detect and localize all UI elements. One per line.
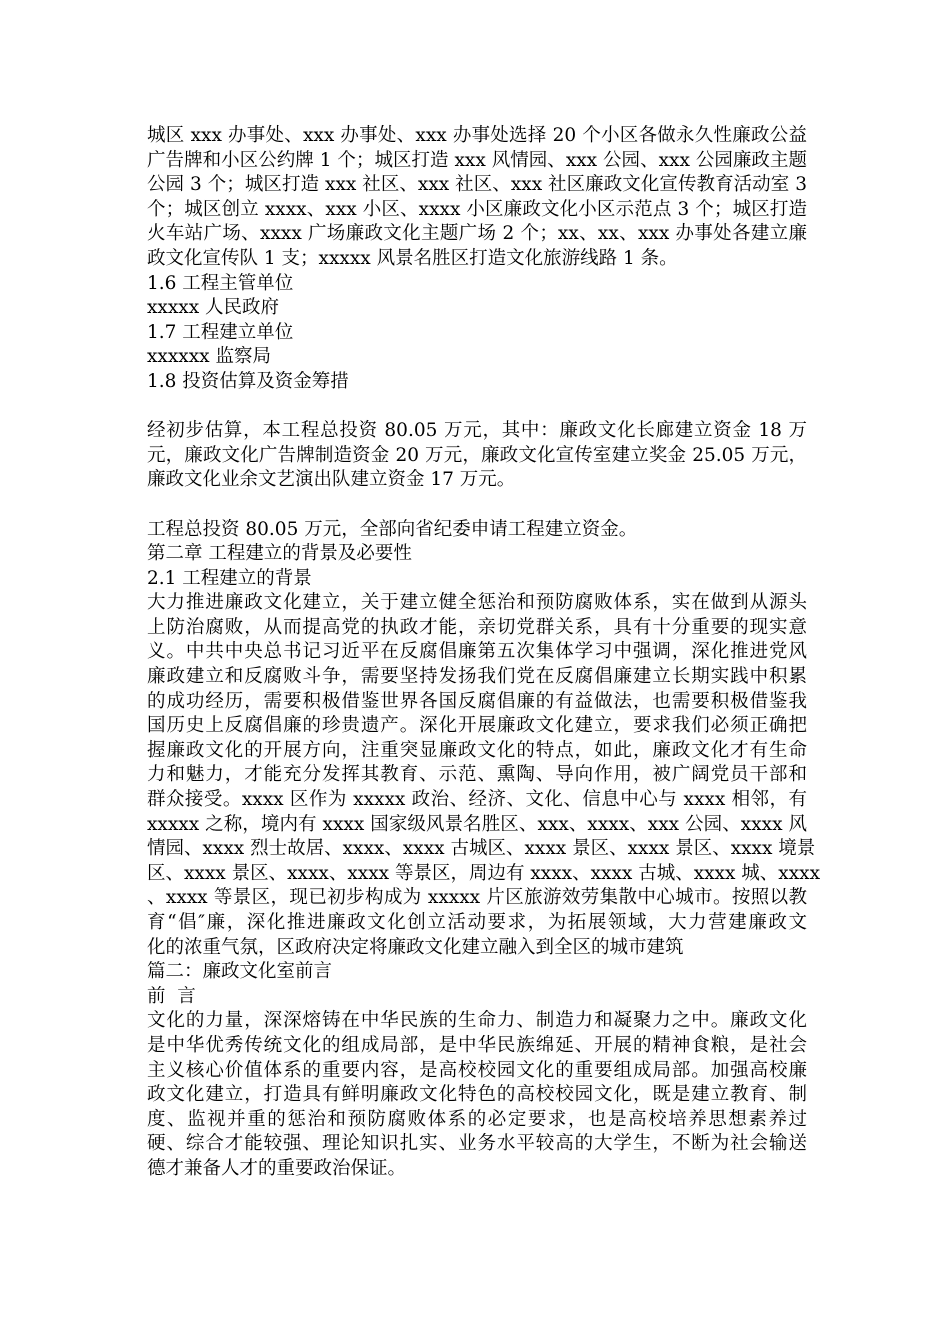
text-line: 上防治腐败，从而提高党的执政才能，亲切党群关系，具有十分重要的现实意: [147, 616, 807, 638]
text-line: 廉政建立和反腐败斗争，需要坚持发扬我们党在反腐倡廉建立长期实践中积累: [147, 666, 807, 688]
text-line: 德才兼备人才的重要政治保证。: [147, 1157, 407, 1179]
section-heading-1-7: 1.7 工程建立单位: [147, 321, 294, 343]
text-line: 大力推进廉政文化建立，关于建立健全惩治和预防腐败体系，实在做到从源头: [147, 592, 807, 614]
blank-line: [147, 395, 807, 420]
text-line: 是中华优秀传统文化的组成局部，是中华民族绵延、开展的精神食粮，是社会: [147, 1034, 807, 1056]
text-line: 广告牌和小区公约牌 1 个；城区打造 xxx 风情园、xxx 公园、xxx 公园廉政主题: [147, 149, 807, 171]
text-line: 的成功经历，需要积极借鉴世界各国反腐倡廉的有益做法，也需要积极借鉴我: [147, 690, 807, 712]
preface-heading: 前 言: [147, 985, 196, 1007]
paragraph-total-investment: 工程总投资 80.05 万元，全部向省纪委申请工程建立资金。: [147, 518, 638, 540]
text-line: 硬、综合才能较强、理论知识扎实、业务水平较高的大学生，不断为社会输送: [147, 1133, 807, 1155]
section-heading-1-8: 1.8 投资估算及资金筹措: [147, 370, 349, 392]
text-line: 个；城区创立 xxxx、xxx 小区、xxxx 小区廉政文化小区示范点 3 个；城区打造: [147, 198, 807, 220]
text-line: 廉政文化业余文艺演出队建立资金 17 万元。: [147, 469, 516, 491]
text-line: 力和魅力，才能充分发挥其教育、示范、熏陶、导向作用，被广阔党员干部和: [147, 764, 807, 786]
paragraph-investment: [147, 419, 807, 493]
paragraph-background: [147, 591, 821, 960]
text-line: 国历史上反腐倡廉的珍贵遗产。深化开展廉政文化建立，要求我们必须正确把: [147, 715, 807, 737]
text-line: 群众接受。xxxx 区作为 xxxxx 政治、经济、文化、信息中心与 xxxx 相邻，有: [147, 789, 807, 811]
text-line: 政文化宣传队 1 支；xxxxx 风景名胜区打造文化旅游线路 1 条。: [147, 247, 678, 269]
text-line: 情园、xxxx 烈士故居、xxxx、xxxx 古城区、xxxx 景区、xxxx 景区、xxxx 境景: [147, 838, 816, 860]
text-line: 握廉政文化的开展方向，注重突显廉政文化的特点，如此，廉政文化才有生命: [147, 739, 807, 761]
section-heading-2-1: 2.1 工程建立的背景: [147, 567, 312, 589]
section-value-1-6: xxxxx 人民政府: [147, 297, 280, 319]
text-line: 元，廉政文化广告牌制造资金 20 万元，廉政文化宣传室建立奖金 25.05 万元，: [147, 444, 807, 466]
section-value-1-7: xxxxxx 监察局: [147, 346, 271, 368]
text-line: 化的浓重气氛，区政府决定将廉政文化建立融入到全区的城市建筑: [147, 936, 684, 958]
text-line: 政文化建立，打造具有鲜明廉政文化特色的高校校园文化，既是建立教育、制: [147, 1084, 807, 1106]
text-line: xxxxx 之称，境内有 xxxx 国家级风景名胜区、xxx、xxxx、xxx 公园、xxxx 风: [147, 813, 807, 835]
section-heading-1-6: 1.6 工程主管单位: [147, 272, 294, 294]
text-line: 区、xxxx 景区、xxxx、xxxx 等景区，周边有 xxxx、xxxx 古城、xxxx 城、xxxx: [147, 862, 821, 884]
blank-line: [147, 493, 807, 518]
text-line: 育“倡″廉，深化推进廉政文化创立活动要求，为拓展领域，大力营建廉政文: [147, 912, 807, 933]
text-line: 经初步估算，本工程总投资 80.05 万元，其中：廉政文化长廊建立资金 18 万: [147, 420, 807, 442]
text-line: 主义核心价值体系的重要内容，是高校校园文化的重要组成局部。加强高校廉: [147, 1059, 807, 1081]
part-heading-2: 篇二：廉政文化室前言: [147, 961, 333, 983]
text-line: 、xxxx 等景区，现已初步构成为 xxxxx 片区旅游效劳集散中心城市。按照以教: [147, 887, 807, 909]
text-line: 公园 3 个；城区打造 xxx 社区、xxx 社区、xxx 社区廉政文化宣传教育活动室 3: [147, 174, 807, 196]
chapter-heading-2: 第二章 工程建立的背景及必要性: [147, 543, 412, 565]
text-line: 火车站广场、xxxx 广场廉政文化主题广场 2 个；xx、xx、xxx 办事处各建立廉: [147, 223, 807, 245]
text-line: 城区 xxx 办事处、xxx 办事处、xxx 办事处选择 20 个小区各做永久性廉政公益: [147, 125, 807, 146]
document-page: [147, 124, 821, 1182]
text-line: 度、监视并重的惩治和预防腐败体系的必定要求，也是高校培养思想素养过: [147, 1108, 807, 1130]
text-line: 文化的力量，深深熔铸在中华民族的生命力、制造力和凝聚力之中。廉政文化: [147, 1010, 807, 1032]
paragraph-projects: [147, 124, 807, 272]
text-line: 义。中共中央总书记习近平在反腐倡廉第五次集体学习中强调，深化推进党风: [147, 641, 807, 663]
paragraph-preface: [147, 1009, 807, 1181]
